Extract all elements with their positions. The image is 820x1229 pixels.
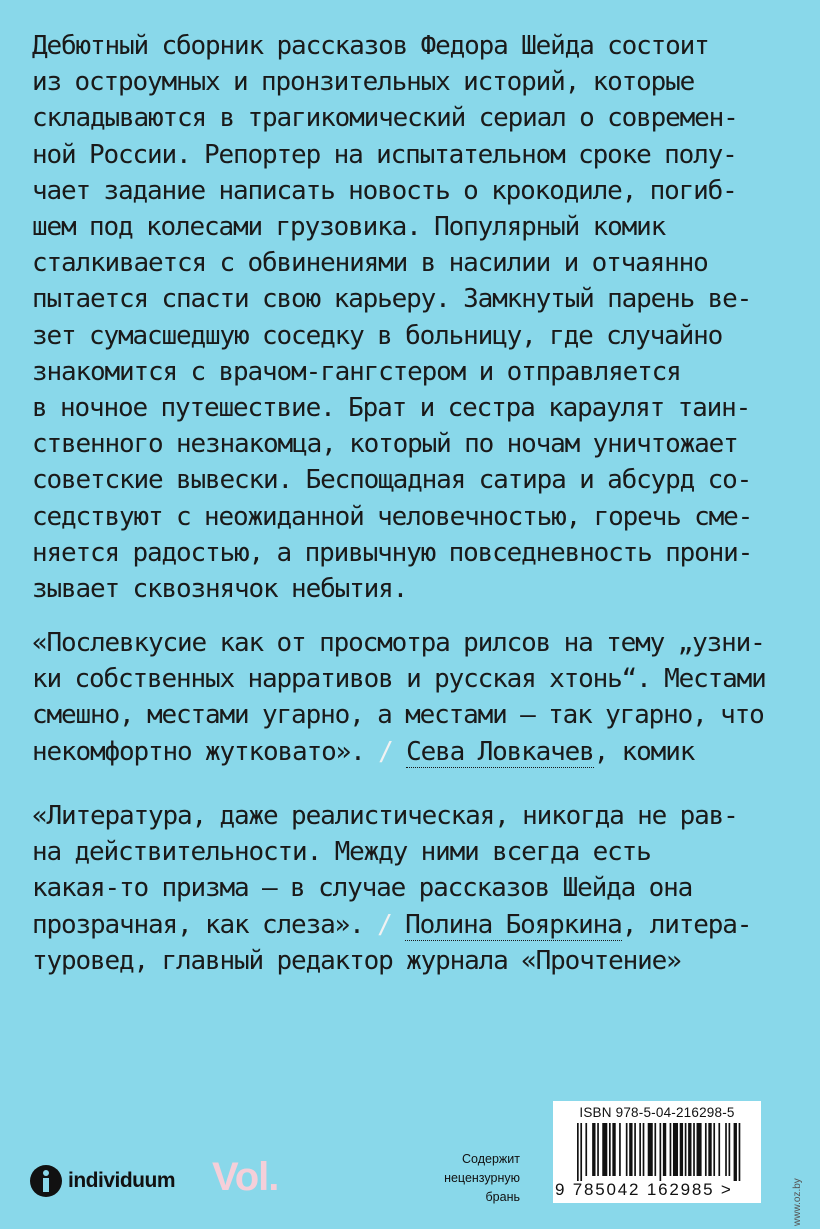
barcode-bar — [673, 1123, 678, 1176]
description-line: складываются в трагикомический сериал о современ- — [32, 103, 738, 134]
barcode-bar — [660, 1123, 662, 1181]
barcode-bar — [654, 1123, 656, 1176]
barcode-bar — [705, 1123, 707, 1176]
quote-line: ки собственных нарративов и русская хтонь“. Местами — [32, 664, 766, 695]
publisher-name: individuum — [68, 1169, 175, 1192]
description-line: шем под колесами грузовика. Популярный комик — [32, 212, 666, 243]
warning-line: Содержит — [462, 1152, 520, 1166]
quote-author: Полина Бояркина — [405, 909, 622, 940]
description-line: зет сумасшедшую соседку в больницу, где случайно — [32, 320, 723, 351]
description-line: ственного незнакомца, который по ночам уничтожает — [32, 429, 738, 460]
barcode-bar — [585, 1123, 587, 1176]
quote-line: на действительности. Между ними всегда есть — [32, 837, 651, 868]
barcode-bar — [729, 1123, 731, 1176]
description-line: Дебютный сборник рассказов Федора Шейда состоит — [32, 31, 709, 61]
quote-author-role: , литера- — [621, 909, 752, 940]
barcode-bar — [718, 1123, 720, 1176]
barcode-bar — [697, 1123, 702, 1176]
description-line: в ночное путешествие. Брат и сестра караулят таин- — [32, 393, 751, 424]
barcode-bar — [739, 1123, 741, 1181]
barcode-bar — [643, 1123, 645, 1176]
description-line: из остроумных и пронзительных историй, которые — [32, 67, 695, 98]
barcode-bar — [597, 1123, 599, 1176]
description-line: няется радостью, а привычную повседневность прони- — [32, 537, 753, 568]
barcode-bar — [580, 1123, 582, 1181]
barcode-bar — [680, 1123, 683, 1176]
isbn-label: ISBN 978-5-04-216298-5 — [579, 1105, 735, 1120]
description-line: зывает сквознячок небытия. — [32, 574, 408, 605]
watermark — [772, 1158, 812, 1228]
description-line: седствуют с неожиданной человечностью, горечь сме- — [32, 501, 753, 532]
vol-imprint-logo: Vol. — [212, 1155, 279, 1199]
barcode-bar — [612, 1123, 615, 1176]
barcode-bar — [685, 1123, 687, 1176]
watermark-text: www.oz.by — [792, 1178, 803, 1226]
barcode-bar — [663, 1123, 666, 1176]
barcode-bar — [634, 1123, 636, 1176]
barcode-bar — [592, 1123, 595, 1176]
barcode-bar — [734, 1123, 737, 1181]
quote-line: «Литература, даже реалистическая, никогда не рав- — [32, 801, 738, 831]
barcode-bar — [693, 1123, 695, 1176]
quote-author-role: , комик — [593, 736, 695, 767]
barcode-digits: 9 785042 162985 > — [555, 1180, 733, 1199]
barcode-icon — [577, 1123, 742, 1181]
barcode-bar — [648, 1123, 653, 1176]
description-line: чает задание написать новость о крокодиле, погиб- — [32, 175, 737, 206]
barcode-bar — [602, 1123, 607, 1176]
barcode-bar — [629, 1123, 632, 1176]
quote-author-line — [32, 907, 762, 943]
barcode-bar — [688, 1123, 691, 1176]
quote-author: Сева Ловкачев — [406, 736, 594, 767]
quote-text: прозрачная, как слеза». — [32, 909, 364, 940]
quote-slash: / — [378, 736, 393, 767]
description-line: сталкивается с обвинениями в насилии и отчаянно — [32, 248, 708, 279]
barcode-bar — [670, 1123, 672, 1176]
barcode-bar — [725, 1123, 727, 1176]
barcode-bar — [609, 1123, 611, 1176]
description-line: советские вывески. Беспощадная сатира и абсурд со- — [32, 465, 752, 496]
quote-lovkachev — [32, 625, 766, 770]
quote-last-line — [32, 734, 762, 770]
quote-line: какая-то призма – в случае рассказов Шейда она — [32, 873, 693, 904]
description-line: ной России. Репортер на испытательном сроке полу- — [32, 139, 737, 170]
barcode-bar — [713, 1123, 715, 1176]
barcode-bar — [708, 1123, 711, 1176]
content-warning — [420, 1150, 520, 1207]
warning-line: нецензурную — [444, 1171, 520, 1185]
barcode-bar — [639, 1123, 641, 1176]
quote-boyarkina — [32, 798, 762, 979]
quote-author-role-line: туровед, главный редактор журнала «Прочтение» — [32, 945, 681, 976]
barcode-bar — [626, 1123, 628, 1176]
info-i-icon — [30, 1165, 62, 1197]
quote-slash: / — [377, 909, 392, 940]
book-description — [32, 28, 762, 607]
barcode-bar — [619, 1123, 621, 1176]
individuum-logo — [30, 1162, 175, 1200]
quote-text: некомфортно жутковато». — [32, 736, 365, 767]
quote-line: смешно, местами угарно, а местами – так угарно, что — [32, 700, 764, 731]
quote-line: «Послевкусие как от просмотра рилсов на тему „узни- — [32, 628, 765, 658]
warning-line: брань — [485, 1190, 520, 1204]
description-line: знакомится с врачом-гангстером и отправляется — [32, 356, 681, 387]
description-line: пытается спасти свою карьеру. Замкнутый парень ве- — [32, 284, 752, 315]
barcode-panel — [553, 1101, 761, 1203]
barcode-bar — [577, 1123, 579, 1181]
